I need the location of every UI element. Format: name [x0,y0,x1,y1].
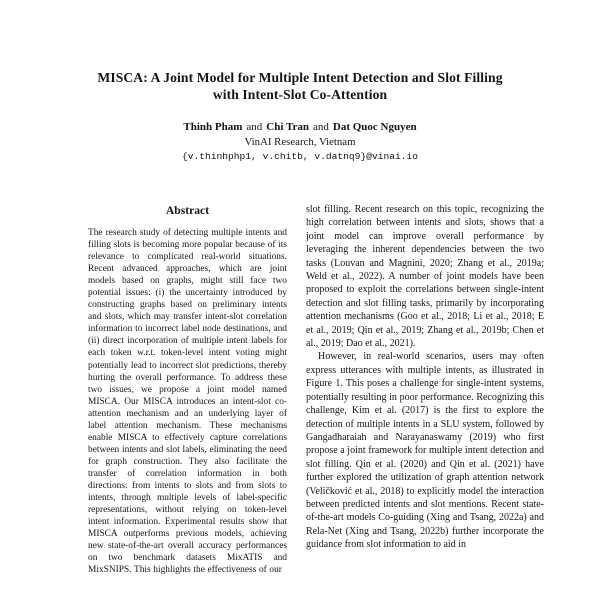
author-name-1: Thinh Pham [183,121,243,133]
paper-title-line1: MISCA: A Joint Model for Multiple Intent Detection and Slot Filling [97,70,503,85]
introduction-paragraph-2: However, in real-world scenarios, users may often express utterances with multiple intents, as illustrated in Figure 1. This poses a challenge for single-intent systems, potentially resulting in poor performance. Recognizing this challenge, Kim et al. (2017) is the first to explore the detection of multiple intents in a SLU system, followed by Gangadharaiah and Narayanaswamy (2019) who first propose a joint framework for multiple intent detection and slot filling. Qin et al. (2020) and Qin et al. (2021) have further explored the utilization of graph attention network (Veličković et al., 2018) to explicitly model the interaction between predicted intents and slot mentions. Recent state-of-the-art models Co-guiding (Xing and Tsang, 2022a) and Rela-Net (Xing and Tsang, 2022b) further incorporate the guidance from slot information to aid in [306,351,544,551]
introduction-paragraph-1: slot filling. Recent research on this topic, recognizing the high correlation between intents and slots, shows that a joint model can improve overall performance by leveraging the inherent dependencies between the two tasks (Louvan and Magnini, 2020; Zhang et al., 2019a; Weld et al., 2022). A number of joint models have been proposed to exploit the correlations between single-intent detection and slot filling tasks, primarily by incorporating attention mechanisms (Goo et al., 2018; Li et al., 2018; E et al., 2019; Qin et al., 2019; Zhang et al., 2019b; Chen et al., 2019; Dao et al., 2021). [306,204,544,350]
author-separator: and [312,121,329,133]
left-column [88,204,287,576]
author-emails: {v.thinhphp1, v.chitb, v.datnq9}@vinai.io [181,151,419,162]
paper-title-line2: with Intent-Slot Co-Attention [212,87,388,102]
abstract-text: The research study of detecting multiple intents and filling slots is becoming more popular because of its relevance to complicated real-world situations. Recent advanced approaches, which are joint models based on graphs, might still face two potential issues: (i) the uncertainty introduced by constructing graphs based on preliminary intents and slots, which may transfer intent-slot correlation information to incorrect label node destinations, and (ii) direct incorporation of multiple intent labels for each token w.r.t. token-level intent voting might potentially lead to incorrect slot predictions, thereby hurting the overall performance. To address these two issues, we propose a joint model named MISCA. Our MISCA introduces an intent-slot co-attention mechanism and an underlying layer of label attention mechanism. These mechanisms enable MISCA to effectively capture correlations between intents and slot labels, eliminating the need for graph construction. They also facilitate the transfer of correlation information in both directions: from intents to slots and from slots to intents, through multiple levels of label-specific representations, without relying on token-level intent information. Experimental results show that MISCA outperforms previous models, achieving new state-of-the-art overall accuracy performances on two benchmark datasets MixATIS and MixSNIPS. This highlights the effectiveness of our [88,228,287,576]
affiliation: VinAI Research, Vietnam [244,135,356,148]
author-block [0,120,600,165]
paper-title [0,69,600,103]
author-line [0,120,600,135]
author-separator: and [246,121,263,133]
author-name-3: Dat Quoc Nguyen [332,121,417,133]
author-name-2: Chi Tran [266,121,309,133]
right-column [306,203,544,552]
abstract-heading: Abstract [165,204,210,217]
